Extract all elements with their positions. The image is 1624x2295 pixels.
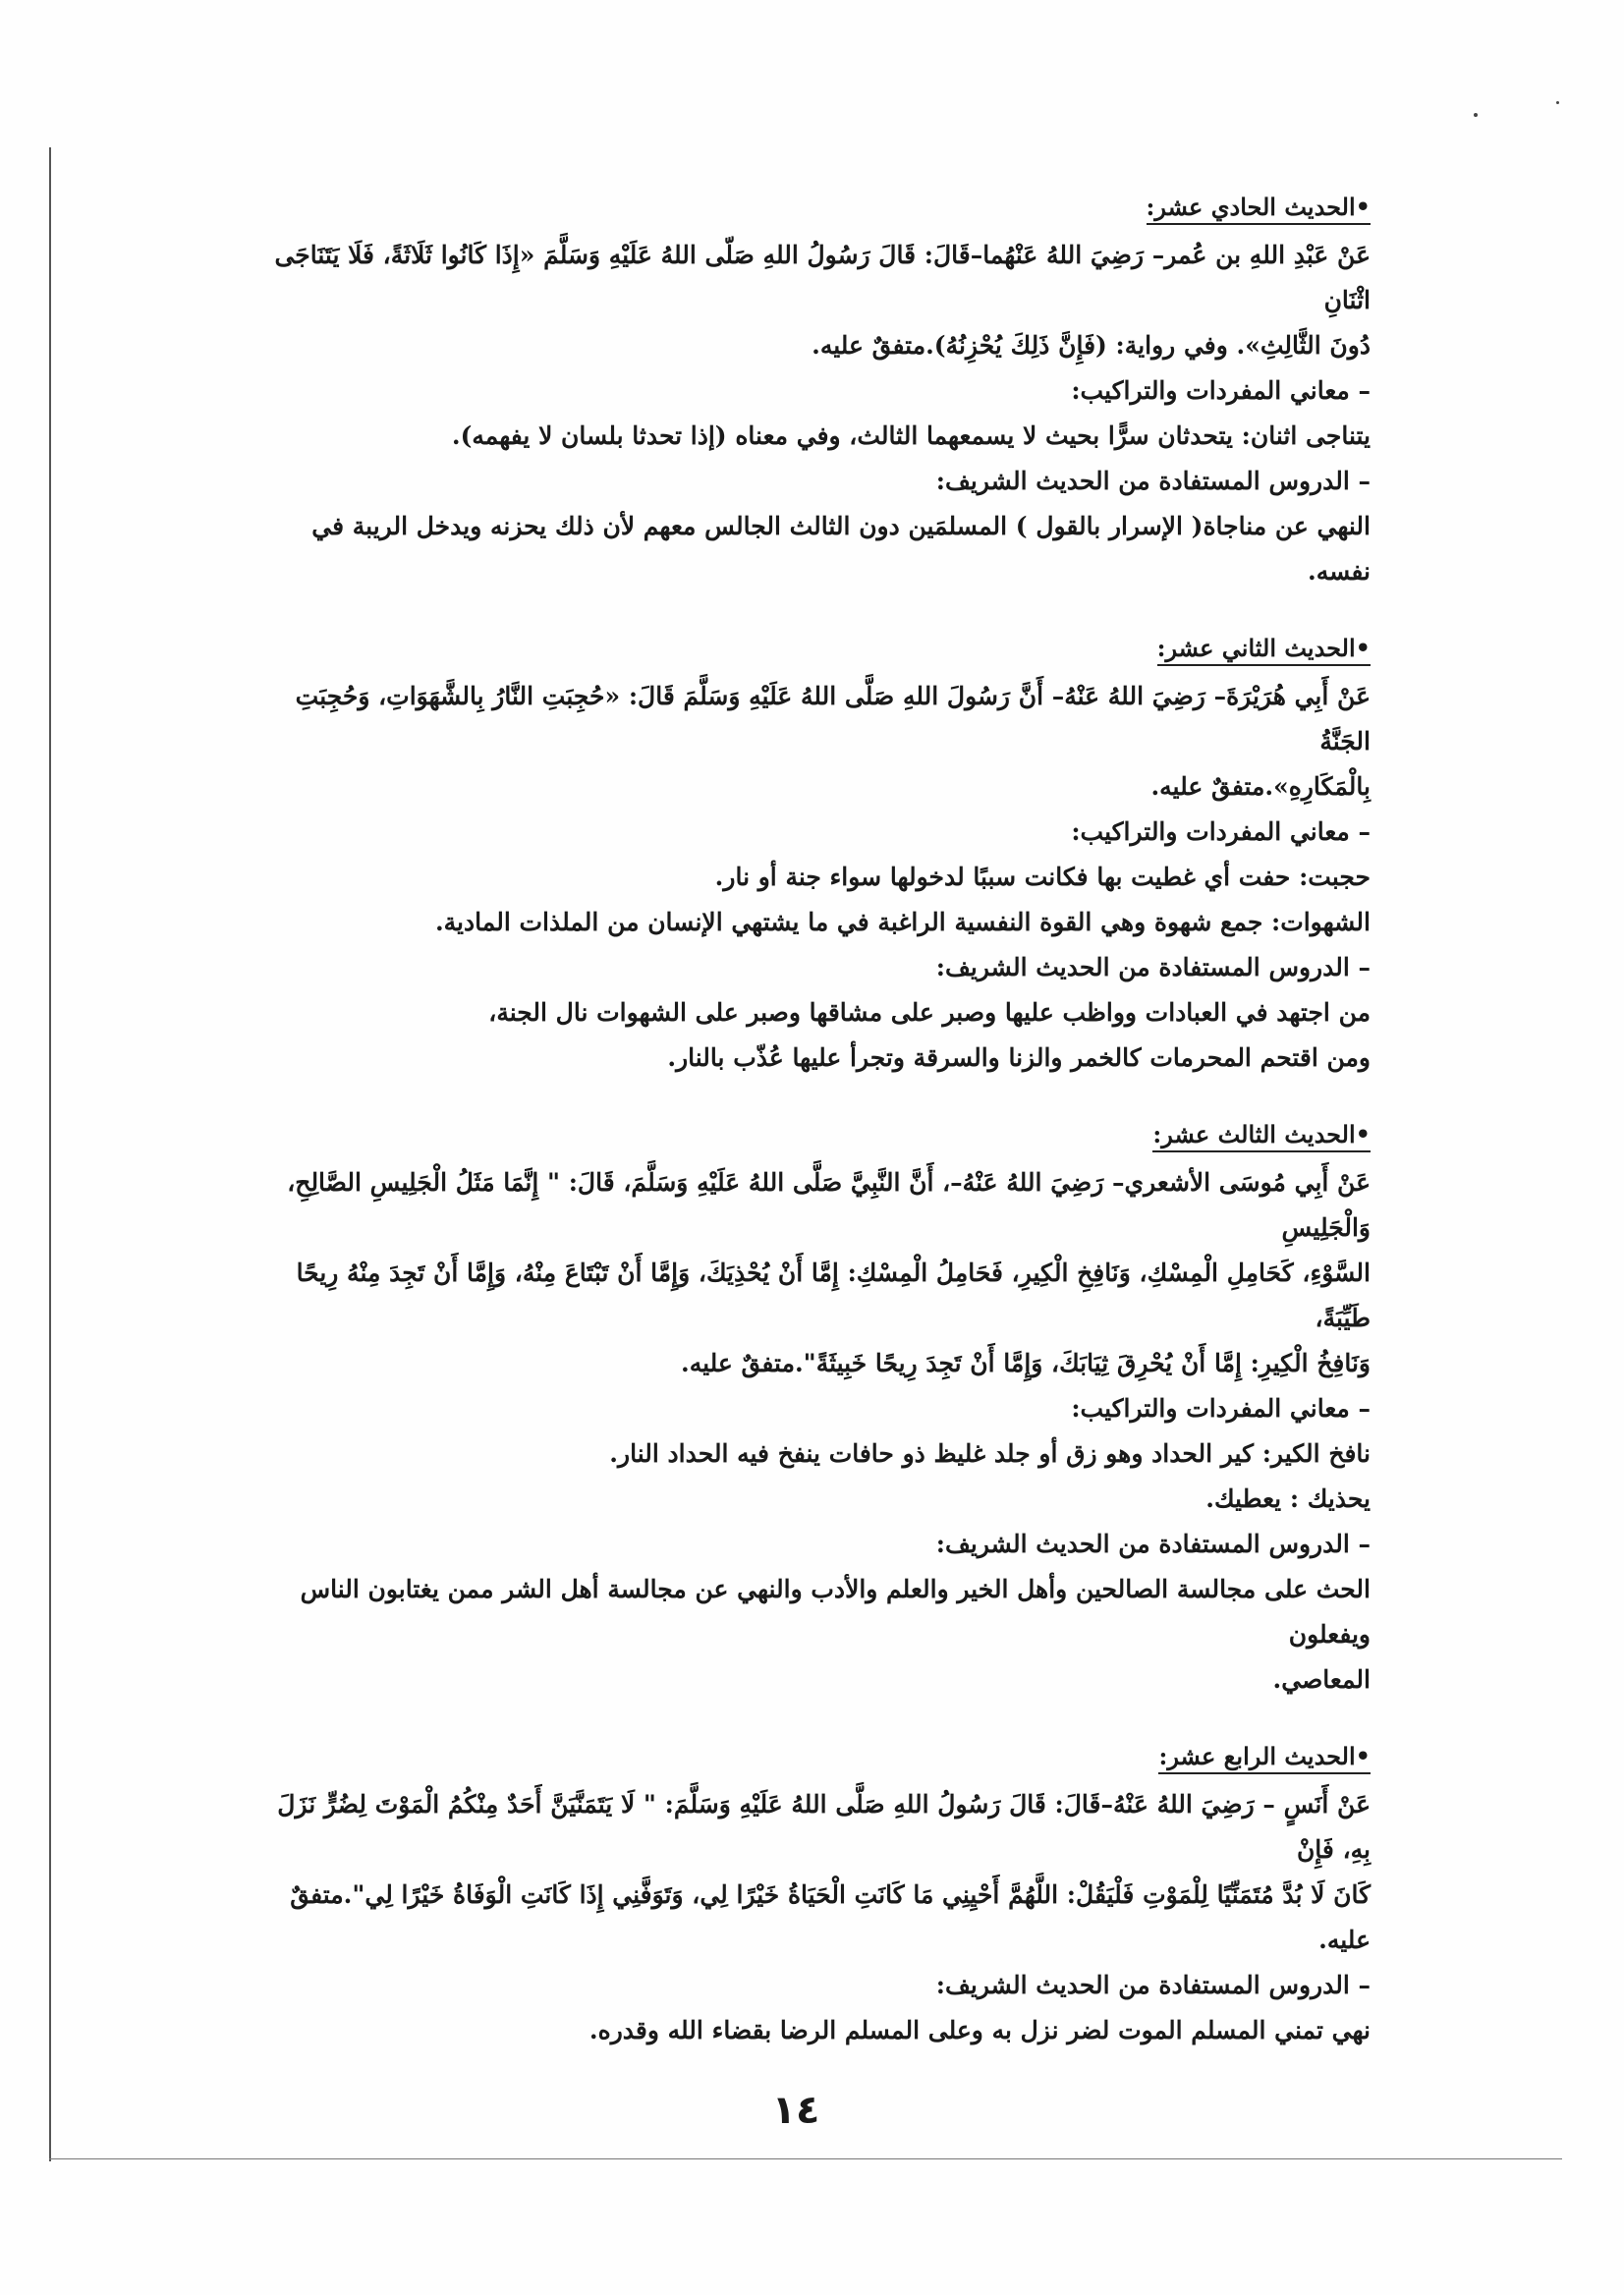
lessons-line: الحث على مجالسة الصالحين وأهل الخير والعلم والأدب والنهي عن مجالسة أهل الشر ممن يغتابون الناس ويفعلون (300, 1575, 1371, 1649)
page-border-bottom (49, 2158, 1562, 2159)
vocab-heading: – معاني المفردات والتراكيب: (1071, 817, 1371, 846)
lessons-heading: – الدروس المستفادة من الحديث الشريف: (935, 467, 1371, 495)
vocab-line: نافخ الكير: كير الحداد وهو زق أو جلد غليظ ذو حافات ينفخ فيه الحداد النار. (609, 1439, 1371, 1468)
page-border-left (49, 147, 51, 2161)
page-number: ١٤ (771, 2088, 820, 2133)
hadith-section-14 (260, 1742, 1371, 2053)
vocab-heading: – معاني المفردات والتراكيب: (1071, 1394, 1371, 1423)
hadith-section-11 (260, 193, 1371, 594)
hadith-section-13 (260, 1120, 1371, 1703)
hadith-text-line: دُونَ الثَّالِثِ». وفي رواية: (فَإِنَّ ذَلِكَ يُحْزِنُهُ).متفقٌ عليه. (812, 331, 1371, 360)
lessons-line: المعاصي. (1272, 1665, 1371, 1694)
lessons-heading: – الدروس المستفادة من الحديث الشريف: (935, 1530, 1371, 1558)
hadith-text-line: عَنْ عَبْدِ اللهِ بن عُمر– رَضِيَ اللهُ عَنْهُما–قَالَ: قَالَ رَسُولُ اللهِ صَلّى اللهُ عَلَيْهِ وَسَلَّمَ «إِذَا كَانُوا ثَلَاثَةً، فَلَا يَتَنَاجَى اثْنَانِ (274, 241, 1371, 314)
vocab-line: يتناجى اثنان: يتحدثان سرًّا بحيث لا يسمعهما الثالث، وفي معناه (إذا تحدثا بلسان لا يفهمه). (451, 421, 1371, 450)
vocab-heading: – معاني المفردات والتراكيب: (1071, 376, 1371, 405)
scan-speck (1474, 113, 1478, 117)
vocab-line: الشهوات: جمع شهوة وهي القوة النفسية الراغبة في ما يشتهي الإنسان من الملذات المادية. (434, 908, 1371, 936)
hadith-text-line: عَنْ أَبِي مُوسَى الأشعري– رَضِيَ اللهُ عَنْهُ–، أَنَّ النَّبِيَّ صَلَّى اللهُ عَلَيْهِ وَسَلَّمَ، قَالَ: " إِنَّمَا مَثَلُ الْجَلِيسِ الصَّالِحِ، وَالْجَلِيسِ (287, 1168, 1371, 1242)
vocab-line: يحذيك : يعطيك. (1205, 1484, 1371, 1513)
hadith-text-line: وَنَافِخُ الْكِيرِ: إِمَّا أَنْ يُحْرِقَ ثِيَابَكَ، وَإِمَّا أَنْ تَجِدَ رِيحًا خَبِيثَةً".متفقٌ عليه. (680, 1349, 1371, 1377)
page-content (260, 193, 1371, 2093)
section-heading: •الحديث الثاني عشر: (1157, 634, 1371, 666)
hadith-text-line: بِالْمَكَارِهِ».متفقٌ عليه. (1150, 772, 1371, 801)
hadith-text-line: عَنْ أَبِي هُرَيْرَةَ– رَضِيَ اللهُ عَنْهُ– أَنَّ رَسُولَ اللهِ صَلَّى اللهُ عَلَيْهِ وَسَلَّمَ قَالَ: «حُجِبَتِ النَّارُ بِالشَّهَوَاتِ، وَحُجِبَتِ الجَنَّةُ (295, 682, 1371, 756)
hadith-text-line: كَانَ لَا بُدَّ مُتَمَنِّيًا لِلْمَوْتِ فَلْيَقُلْ: اللَّهُمَّ أَحْيِنِي مَا كَانَتِ الْحَيَاةُ خَيْرًا لِي، وَتَوَفَّنِي إِذَا كَانَتِ الْوَفَاةُ خَيْرًا لِي".متفقٌ عليه. (290, 1880, 1371, 1954)
section-heading: •الحديث الرابع عشر: (1158, 1742, 1371, 1774)
scan-speck (1556, 101, 1559, 104)
hadith-text-line: عَنْ أَنَسٍ – رَضِيَ اللهُ عَنْهُ–قَالَ: قَالَ رَسُولُ اللهِ صَلَّى اللهُ عَلَيْهِ وَسَلَّمَ: " لَا يَتَمَنَّيَنَّ أَحَدٌ مِنْكُمُ الْمَوْتَ لِضُرٍّ نَزَلَ بِهِ، فَإِنْ (277, 1790, 1371, 1864)
hadith-text-line: السَّوْءِ، كَحَامِلِ الْمِسْكِ، وَنَافِخِ الْكِيرِ، فَحَامِلُ الْمِسْكِ: إِمَّا أَنْ يُحْذِيَكَ، وَإِمَّا أَنْ تَبْتَاعَ مِنْهُ، وَإِمَّا أَنْ تَجِدَ مِنْهُ رِيحًا طَيِّبَةً، (296, 1259, 1371, 1332)
lessons-heading: – الدروس المستفادة من الحديث الشريف: (935, 1971, 1371, 1999)
lessons-line: ومن اقتحم المحرمات كالخمر والزنا والسرقة وتجرأ عليها عُذّب بالنار. (667, 1043, 1371, 1072)
vocab-line: حجبت: حفت أي غطيت بها فكانت سببًا لدخولها سواء جنة أو نار. (714, 863, 1371, 891)
section-heading: •الحديث الحادي عشر: (1147, 193, 1371, 225)
lessons-line: نهي تمني المسلم الموت لضر نزل به وعلى المسلم الرضا بقضاء الله وقدره. (588, 2016, 1371, 2044)
lessons-heading: – الدروس المستفادة من الحديث الشريف: (935, 953, 1371, 981)
hadith-section-12 (260, 634, 1371, 1081)
section-heading: •الحديث الثالث عشر: (1152, 1120, 1371, 1152)
lessons-line: من اجتهد في العبادات وواظب عليها وصبر على مشاقها وصبر على الشهوات نال الجنة، (488, 998, 1371, 1027)
lessons-line: النهي عن مناجاة( الإسرار بالقول ) المسلمَين دون الثالث الجالس معهم لأن ذلك يحزنه ويدخل الريبة في نفسه. (311, 512, 1371, 586)
